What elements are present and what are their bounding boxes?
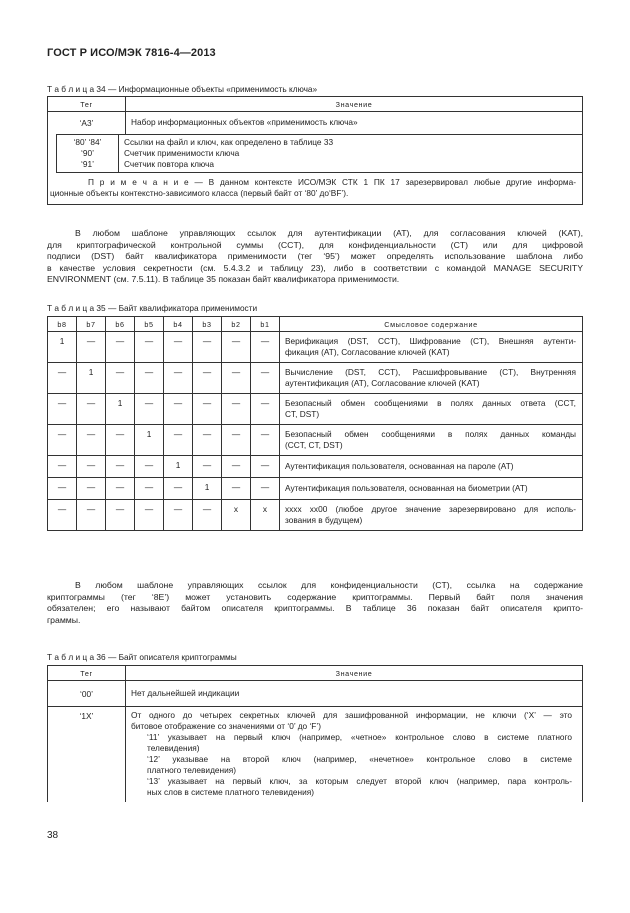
table-35-header-b7: b7 xyxy=(77,317,106,332)
table-36-row1-tag: ‘00’ xyxy=(48,681,126,707)
table-34-header-value: Значение xyxy=(126,97,583,112)
bit-cell: — xyxy=(193,456,222,478)
table-34-note-line: П р и м е ч а н и е — В данном контексте ИСО/МЭК СТК 1 ПК 17 зарезервировал любые другие информа- xyxy=(88,176,576,187)
meaning-line: Безопасный обмен сообщениями в полях данных ответа (CCT, xyxy=(285,398,576,408)
bit-cell: — xyxy=(164,478,193,500)
paragraph-line: в качестве условия секретности (см. 5.4.3.2 и таблицу 23), либо в соответствии с командой MANAGE SECURITY xyxy=(47,262,583,273)
table-34-inner xyxy=(56,134,582,173)
table-36-row2-line: ных слов в системе платного телевидения) xyxy=(147,787,314,797)
paragraph-line: криптограммы (тег ‘8E’) может установить содержание криптограммы. Первый байт поля значения xyxy=(47,591,583,602)
bit-cell: — xyxy=(135,394,164,425)
table-35-header-b3: b3 xyxy=(193,317,222,332)
meaning-cell xyxy=(280,332,583,363)
table-34-header-tag: Тег xyxy=(48,97,126,112)
paragraph-line: ENVIRONMENT (см. 7.5.11). В таблице 35 показан байт квалификатора применимости. xyxy=(47,274,400,284)
bit-cell: — xyxy=(222,332,251,363)
bit-cell: — xyxy=(77,394,106,425)
table-36-row2-value xyxy=(126,707,583,803)
meaning-line: Вычисление (DST, CCT), Расшифровывание (CT), Внутренняя xyxy=(285,367,576,377)
meaning-line: зования в будущем) xyxy=(285,515,363,525)
table-36-row2-line: От одного до четырех секретных ключей для зашифрованной информации, не ключи (‘X’ — это xyxy=(131,710,572,720)
table-36-row2-line: ‘12’ указывае на второй ключ (например, «нечетное» контрольное слово в системе xyxy=(147,754,572,764)
table-row xyxy=(48,332,583,363)
bit-cell: — xyxy=(48,363,77,394)
table-36-row1-value: Нет дальнейшей индикации xyxy=(126,681,583,707)
table-34-inner-value: Счетчик применимости ключа xyxy=(124,147,240,158)
bit-cell: — xyxy=(164,500,193,531)
bit-cell: — xyxy=(48,425,77,456)
table-34 xyxy=(47,96,583,205)
bit-cell: — xyxy=(106,500,135,531)
bit-cell: — xyxy=(135,332,164,363)
table-35-header-meaning: Смысловое содержание xyxy=(280,317,583,332)
bit-cell: — xyxy=(193,500,222,531)
paragraph-line: обязателен; его называют байтом описателя криптограммы. В таблице 36 показан байт описателя крипто- xyxy=(47,603,583,613)
table-35-caption xyxy=(47,303,257,313)
bit-cell: — xyxy=(251,425,280,456)
table-36-caption xyxy=(47,652,237,662)
paragraph-1 xyxy=(47,228,583,286)
document-header: ГОСТ Р ИСО/МЭК 7816-4—2013 xyxy=(47,47,216,59)
bit-cell: 1 xyxy=(193,478,222,500)
bit-cell: — xyxy=(193,332,222,363)
table-35-caption-prefix: Т а б л и ц а 35 xyxy=(47,303,106,313)
bit-cell: — xyxy=(48,478,77,500)
table-row xyxy=(48,456,583,478)
table-36-row2-line: ‘11’ указывает на первый ключ (например, «четное» контрольное слово в системе платного xyxy=(147,732,572,742)
bit-cell: — xyxy=(106,332,135,363)
bit-cell: — xyxy=(251,394,280,425)
bit-cell: — xyxy=(222,425,251,456)
table-34-a3-tag: ‘A3’ xyxy=(48,112,126,134)
paragraph-line: для криптографической контрольной суммы (CCT), для конфиденциальности (CT) или для цифровой xyxy=(47,239,583,250)
table-34-a3-value: Набор информационных объектов «применимость ключа» xyxy=(126,112,583,134)
bit-cell: 1 xyxy=(48,332,77,363)
bit-cell: — xyxy=(135,478,164,500)
table-35-header-b2: b2 xyxy=(222,317,251,332)
table-34-inner-tag: ‘91’ xyxy=(81,158,94,169)
bit-cell: — xyxy=(164,363,193,394)
table-35-header-b8: b8 xyxy=(48,317,77,332)
meaning-line: Аутентификация пользователя, основанная на биометрии (AT) xyxy=(285,483,528,493)
bit-cell: x xyxy=(222,500,251,531)
table-34-inner-tag: ‘90’ xyxy=(81,147,94,158)
bit-cell: 1 xyxy=(106,394,135,425)
table-36-row2-tag: ‘1X’ xyxy=(48,707,126,803)
meaning-cell xyxy=(280,425,583,456)
table-34-caption-prefix: Т а б л и ц а 34 xyxy=(47,84,106,94)
bit-cell: — xyxy=(193,363,222,394)
bit-cell: — xyxy=(164,332,193,363)
bit-cell: — xyxy=(48,394,77,425)
bit-cell: — xyxy=(106,478,135,500)
table-34-inner-tags xyxy=(57,134,119,172)
bit-cell: — xyxy=(193,425,222,456)
table-36-row2-line: телевидения) xyxy=(147,743,200,753)
meaning-line: (CCT, CT, DST) xyxy=(285,440,343,450)
bit-cell: — xyxy=(251,363,280,394)
bit-cell: 1 xyxy=(77,363,106,394)
bit-cell: — xyxy=(251,456,280,478)
bit-cell: — xyxy=(48,456,77,478)
table-row xyxy=(48,425,583,456)
bit-cell: — xyxy=(222,394,251,425)
bit-cell: — xyxy=(193,394,222,425)
bit-cell: 1 xyxy=(135,425,164,456)
paragraph-2 xyxy=(47,580,583,626)
table-35-header-b5: b5 xyxy=(135,317,164,332)
paragraph-line: граммы. xyxy=(47,614,81,625)
table-36-row2-line: ‘13’ указывает на первый ключ, за которым следует второй ключ (например, пара контроль- xyxy=(147,776,572,786)
table-35-header-b4: b4 xyxy=(164,317,193,332)
table-35-caption-text: — Байт квалификатора применимости xyxy=(107,303,258,313)
table-34-note xyxy=(50,173,582,204)
table-35 xyxy=(47,316,583,531)
table-34-inner-values xyxy=(119,134,583,172)
table-36-caption-text: — Байт описателя криптограммы xyxy=(107,652,237,662)
bit-cell: 1 xyxy=(164,456,193,478)
paragraph-line: подписи (DST) байт квалификатора применимости (тег ‘95’) может определять использование шаблона либо xyxy=(47,251,583,261)
bit-cell: — xyxy=(135,456,164,478)
table-row xyxy=(48,394,583,425)
table-36 xyxy=(47,665,583,802)
table-34-caption xyxy=(47,84,317,94)
table-row xyxy=(48,478,583,500)
table-36-header-value: Значение xyxy=(126,666,583,681)
meaning-cell xyxy=(280,500,583,531)
table-36-header-tag: Тег xyxy=(48,666,126,681)
meaning-cell xyxy=(280,363,583,394)
bit-cell: — xyxy=(106,456,135,478)
table-34-inner-value: Счетчик повтора ключа xyxy=(124,158,214,169)
bit-cell: — xyxy=(77,456,106,478)
bit-cell: — xyxy=(135,500,164,531)
bit-cell: — xyxy=(135,363,164,394)
table-row xyxy=(48,363,583,394)
meaning-line: Верификация (DST, CCT), Шифрование (CT), Внешняя аутенти- xyxy=(285,336,576,346)
meaning-line: аутентификация (AT), Согласование ключей (KAT) xyxy=(285,378,480,388)
table-34-caption-text: — Информационные объекты «применимость ключа» xyxy=(107,84,318,94)
bit-cell: — xyxy=(251,332,280,363)
bit-cell: — xyxy=(251,478,280,500)
paragraph-line: В любом шаблоне управляющих ссылок для конфиденциальности (CT), ссылка на содержание xyxy=(75,580,583,590)
bit-cell: — xyxy=(77,500,106,531)
table-34-inner-tag: ‘80’ ‘84’ xyxy=(73,136,102,147)
table-row xyxy=(48,500,583,531)
page-number: 38 xyxy=(47,830,59,841)
table-35-header-b1: b1 xyxy=(251,317,280,332)
meaning-line: xxxx xx00 (любое другое значение зарезервировано для исполь- xyxy=(285,504,576,514)
bit-cell: — xyxy=(164,425,193,456)
bit-cell: — xyxy=(77,425,106,456)
bit-cell: — xyxy=(222,363,251,394)
meaning-line: Аутентификация пользователя, основанная на пароле (AT) xyxy=(285,461,514,471)
table-35-header-b6: b6 xyxy=(106,317,135,332)
bit-cell: — xyxy=(164,394,193,425)
meaning-line: фикация (AT), Согласование ключей (KAT) xyxy=(285,347,450,357)
bit-cell: x xyxy=(251,500,280,531)
meaning-line: CT, DST) xyxy=(285,409,320,419)
table-34-note-line: ционные объекты контекстно-зависимого класса (первый байт от ‘80’ до‘BF’). xyxy=(50,187,349,198)
meaning-cell xyxy=(280,478,583,500)
table-34-inner-value: Ссылки на файл и ключ, как определено в таблице 33 xyxy=(124,136,334,147)
table-36-row2-line: битовое отображение со значениями от ‘0’ до ‘F’) xyxy=(131,721,321,731)
bit-cell: — xyxy=(77,332,106,363)
paragraph-line: В любом шаблоне управляющих ссылок для аутентификации (AT), для согласования ключей (KAT), xyxy=(75,228,583,238)
meaning-cell xyxy=(280,394,583,425)
table-36-row2-line: платного телевидения) xyxy=(147,765,236,775)
bit-cell: — xyxy=(106,363,135,394)
bit-cell: — xyxy=(77,478,106,500)
meaning-cell xyxy=(280,456,583,478)
meaning-line: Безопасный обмен сообщениями в полях данных команды xyxy=(285,429,576,439)
bit-cell: — xyxy=(106,425,135,456)
bit-cell: — xyxy=(222,456,251,478)
table-36-caption-prefix: Т а б л и ц а 36 xyxy=(47,652,106,662)
bit-cell: — xyxy=(222,478,251,500)
bit-cell: — xyxy=(48,500,77,531)
